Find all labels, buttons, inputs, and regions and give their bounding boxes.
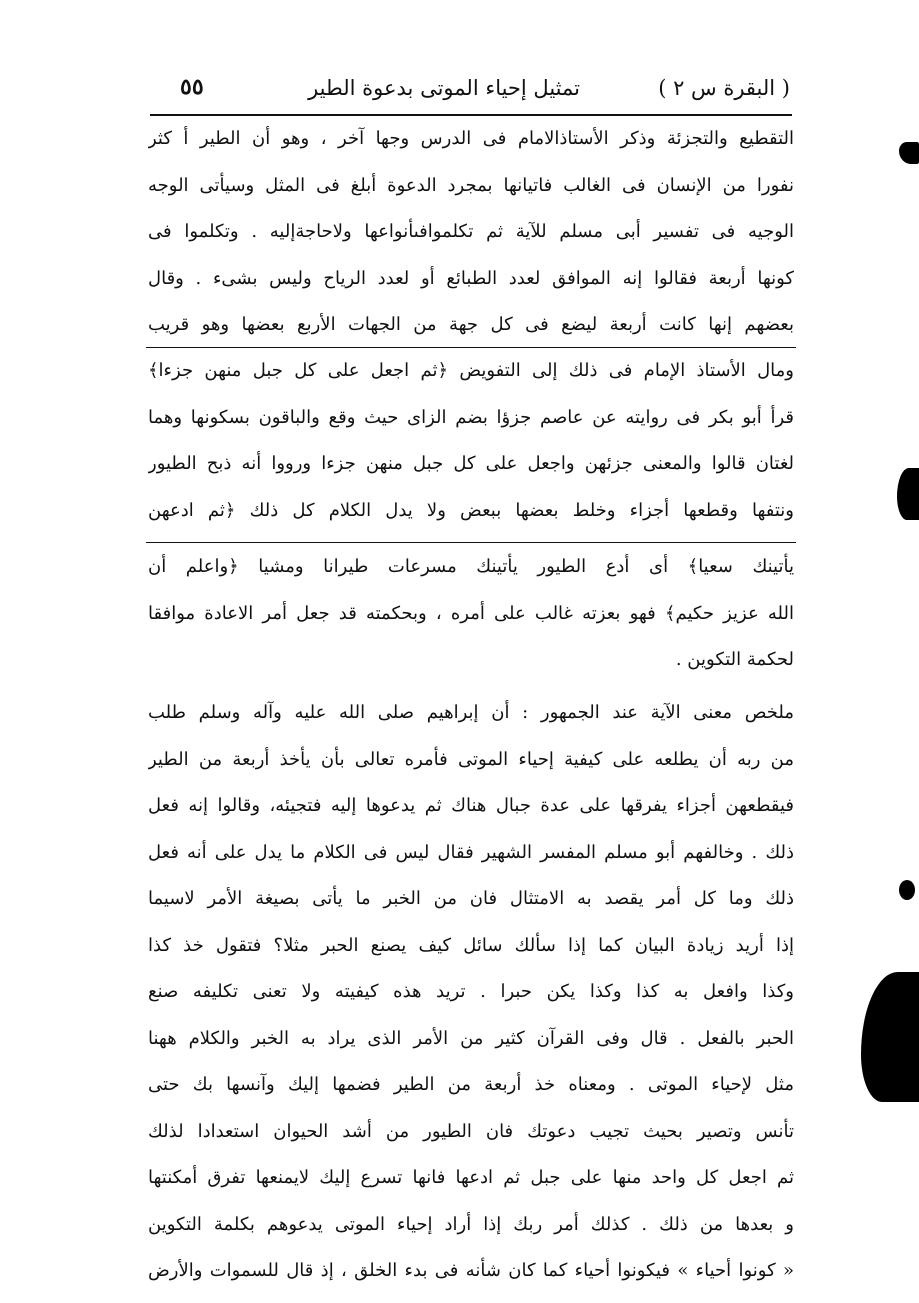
paragraph-4 (148, 690, 794, 1295)
text-line: يأتينك سعيا﴾ أى أدع الطيور يأتينك مسرعات طيرانا ومشيا ﴿واعلم أن (148, 556, 794, 577)
text-line: قرأ أبو بكر فى روايته عن عاصم جزؤا بضم الزاى حيث وقع والباقون بسكونها وهما (148, 406, 794, 428)
paragraph-2 (148, 348, 794, 534)
scan-artifact (897, 468, 919, 520)
text-line: كونها أربعة فقالوا إنه الموافق لعدد الطبائع أو لعدد الرياح وليس بشىء . وقال (148, 267, 794, 289)
text-line: لحكمة التكوين . (675, 649, 794, 670)
page-number: ٥٥ (180, 74, 204, 100)
text-line: نفورا من الإنسان فى الغالب فاتيانها بمجرد الدعوة أبلغ فى المثل وسيأتى الوجه (148, 174, 794, 196)
text-line: ومال الأستاذ الإمام فى ذلك إلى التفويض ﴿ثم اجعل على كل جبل منهن جزءا﴾ (148, 360, 794, 381)
text-line: ذلك . وخالفهم أبو مسلم المفسر الشهير فقال ليس فى الكلام ما يدل على أنه فعل (148, 841, 794, 863)
running-header (150, 70, 790, 112)
text-line: الحبر بالفعل . قال وفى القرآن كثير من الأمر الذى يراد به الخبر والكلام ههنا (148, 1027, 794, 1049)
scan-artifact (899, 142, 919, 164)
margin-rule (146, 542, 796, 543)
text-line: بعضهم إنها كانت أربعة ليضع فى كل جهة من الجهات الأربع بعضها وهو قريب (148, 314, 794, 335)
text-line: فيقطعهن أجزاء يفرقها على عدة جبال هناك ثم يدعوها إليه فتجيئه، وقالوا إنه فعل (148, 795, 794, 816)
text-line: الوجيه فى تفسير أبى مسلم للآية ثم تكلموافىأنواعها ولاحاجةإليه . وتكلموا فى (148, 221, 794, 242)
text-line: من ربه أن يطلعه على كيفية إحياء الموتى فأمره تعالى بأن يأخذ أربعة من الطير (148, 748, 794, 770)
paragraph-3 (148, 544, 794, 684)
text-line: تأنس وتصير بحيث تجيب دعوتك فان الطيور من أشد الحيوان استعدادا لذلك (148, 1120, 794, 1142)
text-line: وكذا وافعل به كذا وكذا يكن حبرا . تريد هذه كيفيته ولا تعنى تكليفه صنع (148, 981, 794, 1002)
header-section-ref: ( البقرة س ٢ ) (658, 76, 790, 100)
text-line: ذلك وما كل أمر يقصد به الامتثال فان من الخبر ما يأتى بصيغة الأمر لاسيما (148, 888, 794, 909)
header-title: تمثيل إحياء الموتى بدعوة الطير (308, 76, 580, 100)
scan-artifact (899, 880, 915, 900)
text-line: ونتفها وقطعها أجزاء وخلط بعضها ببعض ولا يدل الكلام كل ذلك ﴿ثم ادعهن (148, 499, 794, 521)
text-line: إذا أريد زيادة البيان كما إذا سألك سائل كيف يصنع الحبر مثلا؟ فتقول خذ كذا (148, 934, 794, 956)
text-line: « كونوا أحياء » فيكونوا أحياء كما كان شأنه فى بدء الخلق ، إذ قال للسموات والأرض (148, 1260, 794, 1281)
text-line: التقطيع والتجزئة وذكر الأستاذالامام فى الدرس وجها آخر ، وهو أن الطير أ كثر (148, 128, 794, 149)
text-line: ملخص معنى الآية عند الجمهور : أن إبراهيم صلى الله عليه وآله وسلم طلب (148, 702, 794, 723)
text-line: لغتان قالوا والمعنى جزئهن واجعل على كل جبل منهن جزءا ورووا أنه ذبح الطيور (148, 453, 794, 474)
scan-artifact (861, 972, 919, 1102)
text-line: و بعدها من ذلك . كذلك أمر ربك إذا أراد إحياء الموتى يدعوهم بكلمة التكوين (148, 1213, 794, 1235)
paragraph-1 (148, 116, 794, 349)
text-line: الله عزيز حكيم﴾ فهو بعزته غالب على أمره ، وبحكمته قد جعل أمر الاعادة موافقا (148, 602, 794, 624)
text-line: مثل لإحياء الموتى . ومعناه خذ أربعة من الطير فضمها إليك وآنسها بك حتى (148, 1074, 794, 1095)
text-line: ثم اجعل كل واحد منها على جبل ثم ادعها فانها تسرع إليك لايمنعها تفرق أمكنتها (148, 1167, 794, 1188)
